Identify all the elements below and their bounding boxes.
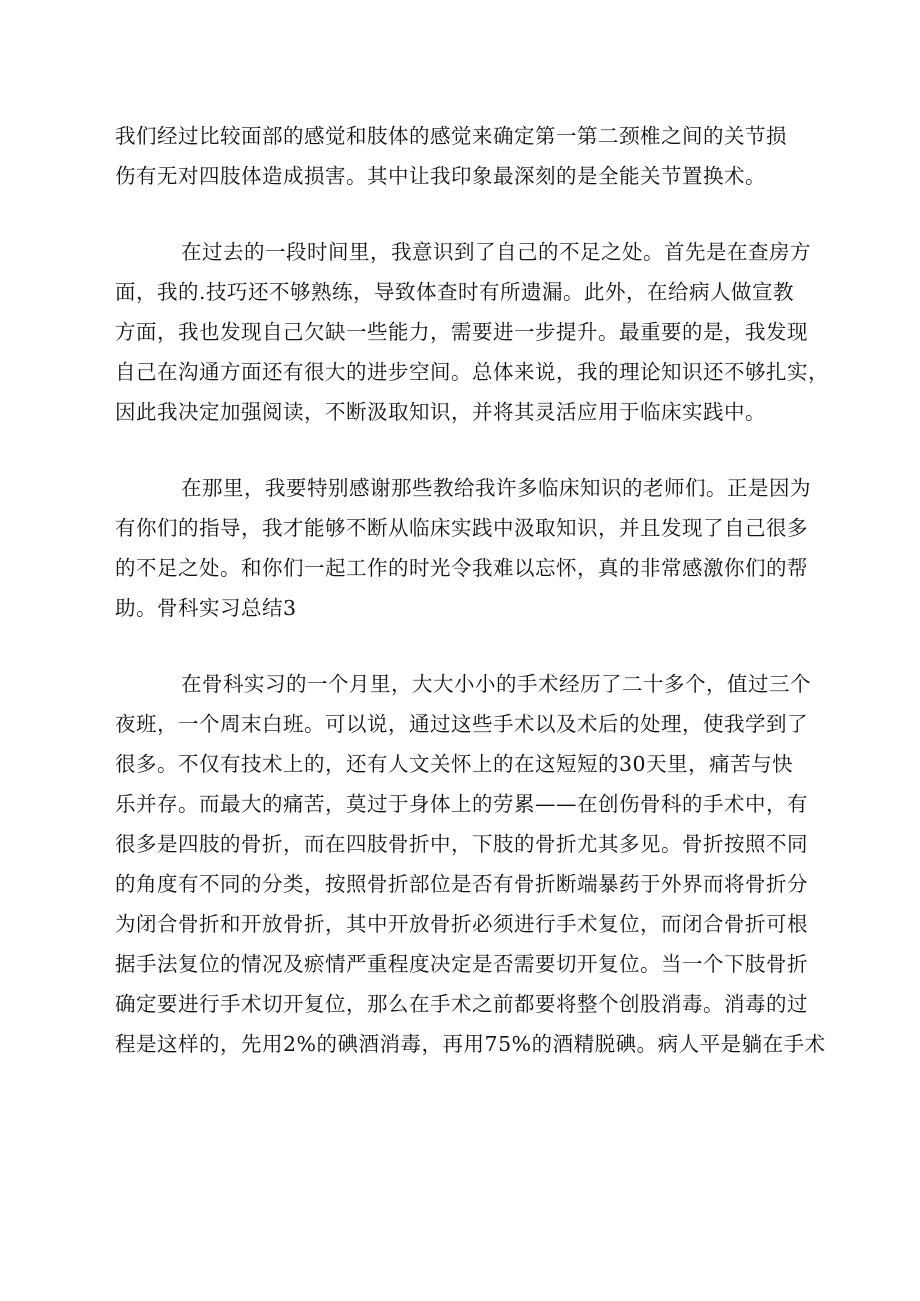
paragraph-line: 在过去的一段时间里，我意识到了自己的不足之处。首先是在查房方	[181, 240, 811, 264]
paragraph-line: 程是这样的，先用2%的碘酒消毒，再用75%的酒精脱碘。病人平是躺在手术	[115, 1032, 826, 1056]
paragraph-4	[115, 664, 826, 1064]
paragraph-line: 乐并存。而最大的痛苦，莫过于身体上的劳累——在创伤骨科的手术中，有	[115, 792, 808, 816]
document-page	[115, 116, 829, 1064]
paragraph-line: 有你们的指导，我才能够不断从临床实践中汲取知识，并且发现了自己很多	[115, 516, 808, 540]
paragraph-2	[115, 232, 829, 432]
paragraph-line: 很多。不仅有技术上的，还有人文关怀上的在这短短的30天里，痛苦与快	[115, 752, 794, 776]
paragraph-line: 的角度有不同的分类，按照骨折部位是否有骨折断端暴药于外界而将骨折分	[115, 872, 808, 896]
paragraph-line: 助。骨科实习总结3	[115, 596, 297, 620]
paragraph-line: 夜班，一个周末白班。可以说，通过这些手术以及术后的处理，使我学到了	[115, 712, 808, 736]
paragraph-line: 确定要进行手术切开复位，那么在手术之前都要将整个创股消毒。消毒的过	[115, 992, 808, 1016]
paragraph-line: 在骨科实习的一个月里，大大小小的手术经历了二十多个，值过三个	[181, 672, 811, 696]
paragraph-3	[115, 468, 811, 628]
paragraph-line: 方面，我也发现自己欠缺一些能力，需要进一步提升。最重要的是，我发现	[115, 320, 808, 344]
paragraph-line: 因此我决定加强阅读，不断汲取知识，并将其灵活应用于临床实践中。	[115, 400, 766, 424]
paragraph-line: 我们经过比较面部的感觉和肢体的感觉来确定第一第二颈椎之间的关节损	[115, 124, 787, 148]
paragraph-line: 面，我的.技巧还不够熟练，导致体查时有所遗漏。此外，在给病人做宣教	[115, 280, 795, 304]
paragraph-line: 在那里，我要特别感谢那些教给我许多临床知识的老师们。正是因为	[181, 476, 811, 500]
paragraph-line: 的不足之处。和你们一起工作的时光令我难以忘怀，真的非常感激你们的帮	[115, 556, 808, 580]
paragraph-line: 自己在沟通方面还有很大的进步空间。总体来说，我的理论知识还不够扎实，	[115, 360, 829, 384]
paragraph-line: 为闭合骨折和开放骨折，其中开放骨折必须进行手术复位，而闭合骨折可根	[115, 912, 808, 936]
paragraph-line: 很多是四肢的骨折，而在四肢骨折中，下肢的骨折尤其多见。骨折按照不同	[115, 832, 808, 856]
paragraph-line: 伤有无对四肢体造成损害。其中让我印象最深刻的是全能关节置换术。	[115, 164, 766, 188]
paragraph-line: 据手法复位的情况及瘀情严重程度决定是否需要切开复位。当一个下肢骨折	[115, 952, 808, 976]
paragraph-1	[115, 116, 795, 196]
